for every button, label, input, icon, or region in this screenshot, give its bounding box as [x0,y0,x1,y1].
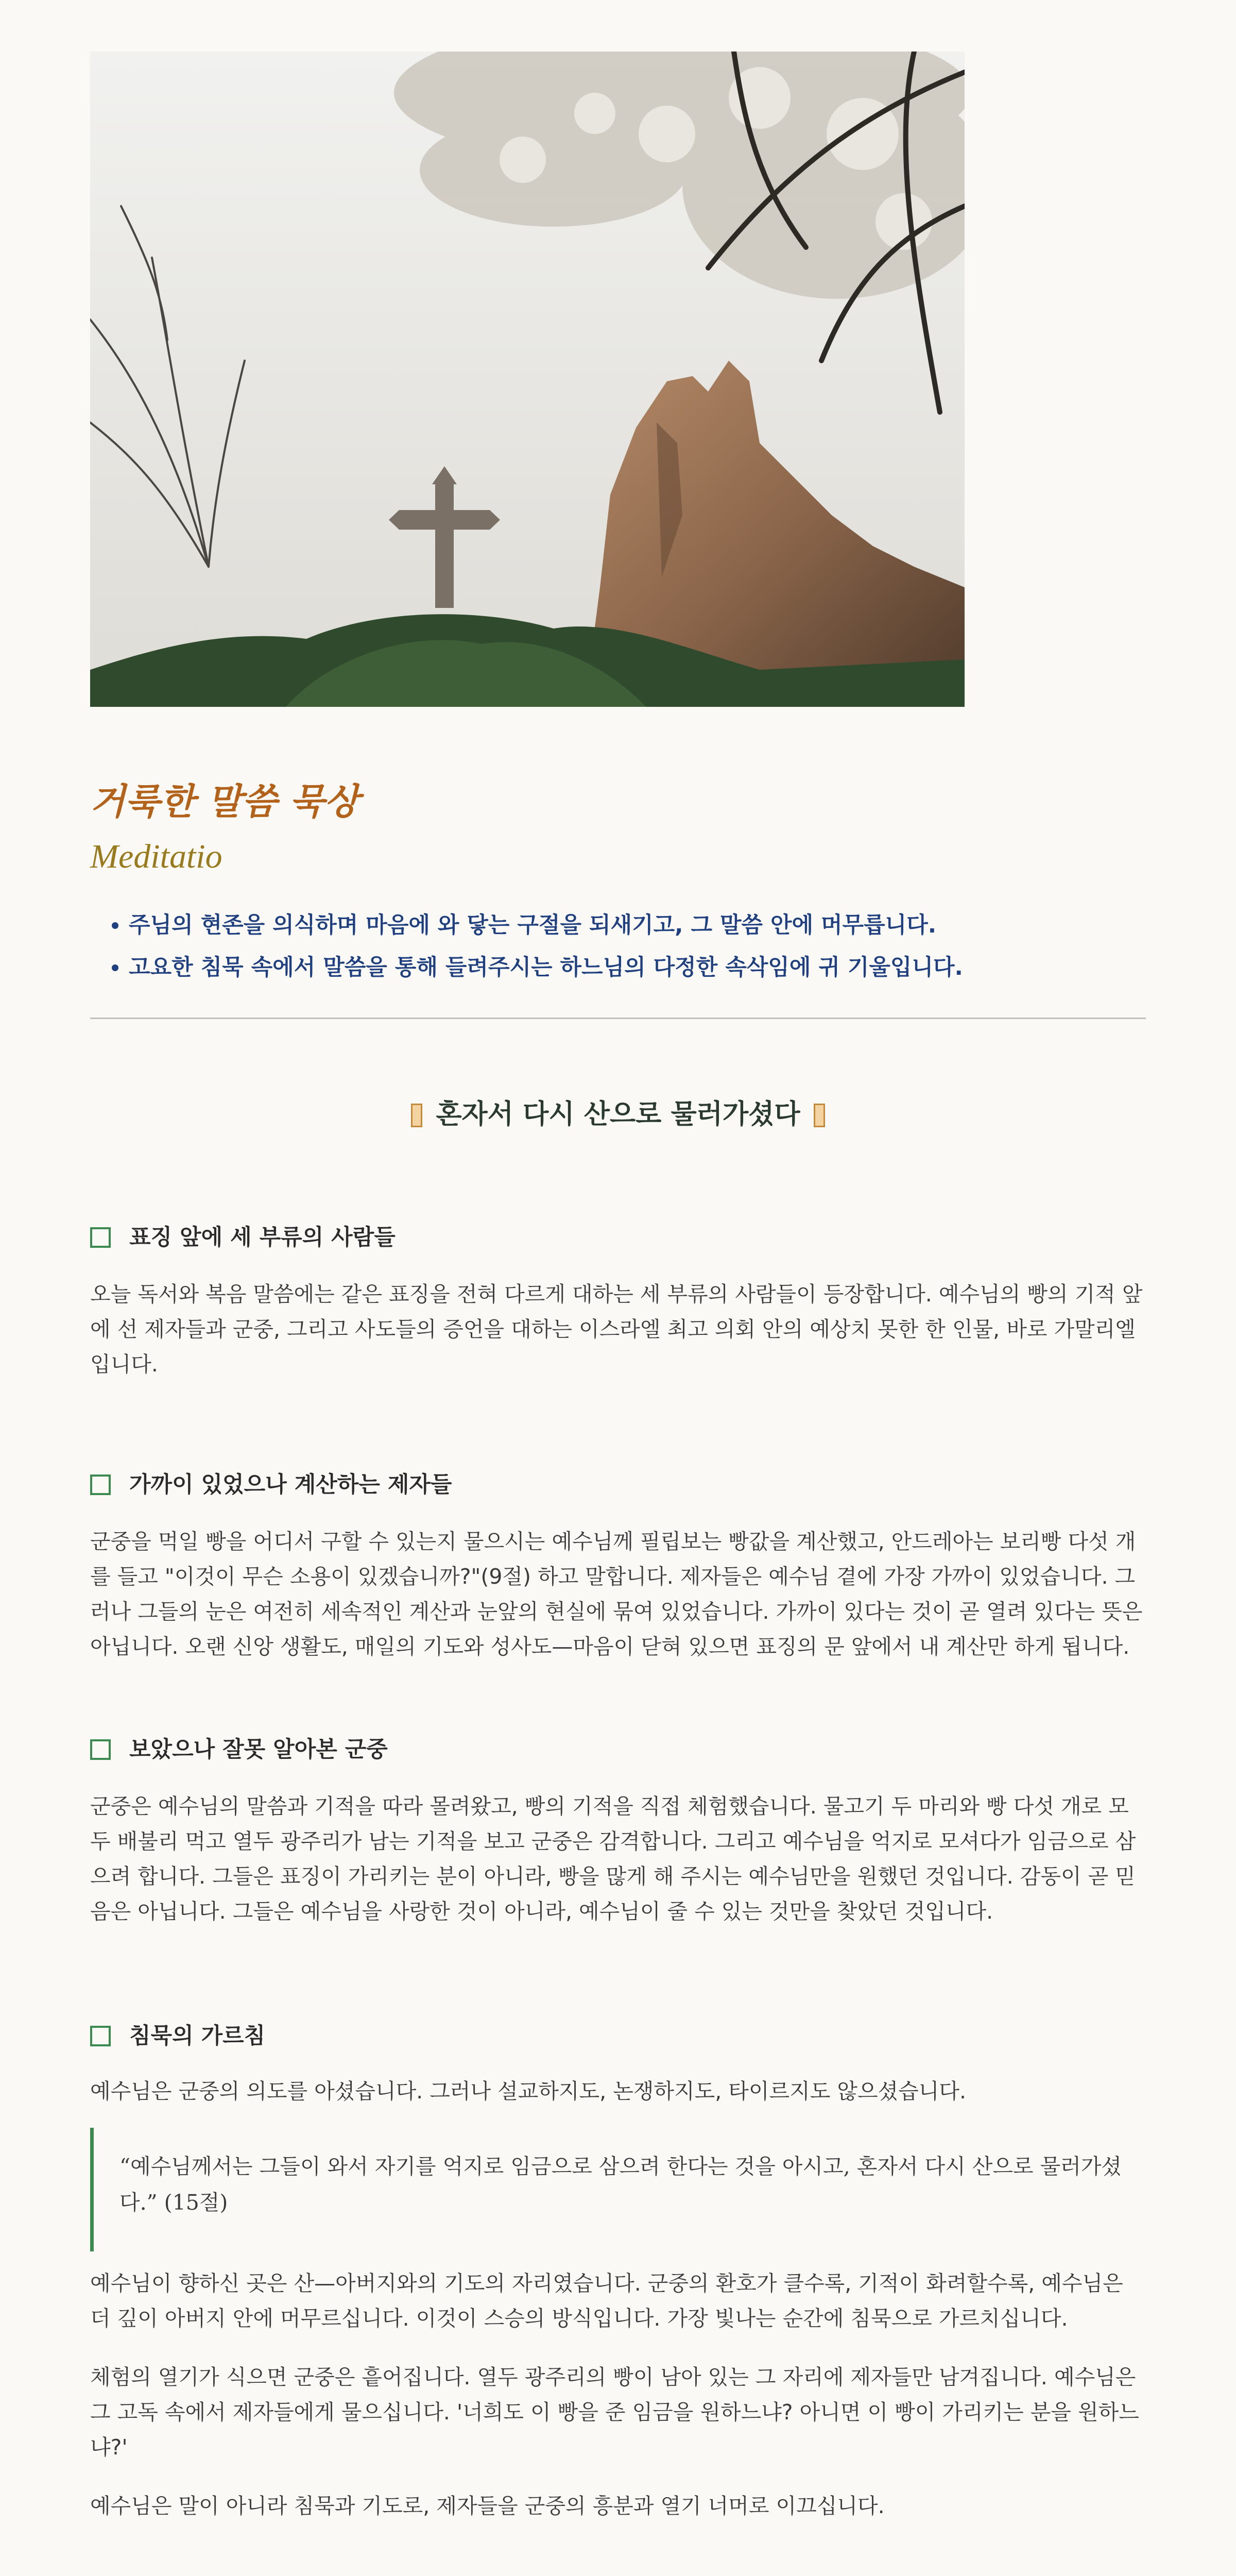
hero-photo [90,52,965,707]
intro-subtitle: Meditatio [90,838,222,875]
checkbox-icon [90,1227,111,1248]
intro-bullet: • 고요한 침묵 속에서 말씀을 통해 들려주시는 하느님의 다정한 속삭임에 귀 기울입니다. [129,946,1146,989]
divider [90,1018,1146,1019]
paragraph: 체험의 열기가 식으면 군중은 흩어집니다. 열두 광주리의 빵이 남아 있는 그 자리에 제자들만 남겨집니다. 예수님은 그 고독 속에서 제자들에게 물으십니다. '너희도 이 빵을 준 임금을 원하느냐? 아니면 이 빵이 가리키는 분을 원하느냐?' [90,2365,1139,2460]
paragraph: 오늘 독서와 복음 말씀에는 같은 표징을 전혀 다르게 대하는 세 부류의 사람들이 등장합니다. 예수님의 빵의 기적 앞에 선 제자들과 군중, 그리고 사도들의 증언을 대하는 이스라엘 최고 의회 안의 예상치 못한 한 인물, 바로 가말리엘입니다. [90,1282,1143,1377]
intro-bullet: • 주님의 현존을 의식하며 마음에 와 닿는 구절을 되새기고, 그 말씀 안에 머무릅니다. [129,904,1146,946]
paragraph: 군중은 예수님의 말씀과 기적을 따라 몰려왔고, 빵의 기적을 직접 체험했습니다. 물고기 두 마리와 빵 다섯 개로 모두 배불리 먹고 열두 광주리가 남는 기적을 보고 군중은 감격합니다. 그리고 예수님을 억지로 모셔다가 임금으로 삼으려 합니다. 그들은 표징이 가리키는 분이 아니라, 빵을 많게 해 주시는 예수님만을 원했던 것입니다. 감동이 곧 믿음은 아닙니다. 그들은 예수님을 사랑한 것이 아니라, 예수님이 줄 수 있는 것만을 찾았던 것입니다. [90,1794,1136,1924]
section-title-text: 혼자서 다시 산으로 물러가셨다 [436,1099,800,1130]
subsection-heading-text: 보았으나 잘못 알아본 군중 [129,1737,388,1762]
ornament-icon [814,1104,825,1127]
subsection-heading-text: 표징 앞에 세 부류의 사람들 [129,1225,396,1250]
subsection-heading [90,1220,396,1251]
paragraph: 예수님은 군중의 의도를 아셨습니다. 그러나 설교하지도, 논쟁하지도, 타이르지도 않으셨습니다. [90,2079,967,2104]
ornament-icon [411,1104,422,1127]
subsection-heading [90,1732,388,1764]
paragraph: 예수님은 말이 아니라 침묵과 기도로, 제자들을 군중의 흥분과 열기 너머로 이끄십니다. [90,2494,885,2518]
scripture-quote: “예수님께서는 그들이 와서 자기를 억지로 임금으로 삼으려 한다는 것을 아시고, 혼자서 다시 산으로 물러가셨다.” (15절) [90,2128,1146,2251]
subsection-heading-text: 침묵의 가르침 [129,2023,266,2049]
paragraph: 예수님이 향하신 곳은 산—아버지와의 기도의 자리였습니다. 군중의 환호가 클수록, 기적이 화려할수록, 예수님은 더 깊이 아버지 안에 머무르십니다. 이것이 스승의 방식입니다. 가장 빛나는 순간에 침묵으로 가르치십니다. [90,2271,1123,2331]
checkbox-icon [90,2026,111,2046]
hero-image [90,52,965,707]
intro-title: 거룩한 말씀 묵상 [90,781,359,823]
subsection-heading [90,2019,265,2050]
subsection-heading [90,1467,452,1499]
paragraph: 군중을 먹일 빵을 어디서 구할 수 있는지 물으시는 예수님께 필립보는 빵값을 계산했고, 안드레아는 보리빵 다섯 개를 들고 "이것이 무슨 소용이 있겠습니까?"(9절) 하고 말합니다. 제자들은 예수님 곁에 가장 가까이 있었습니다. 그러나 그들의 눈은 여전히 세속적인 계산과 눈앞의 현실에 묶여 있었습니다. 가까이 있다는 것이 곧 열려 있다는 뜻은 아닙니다. 오랜 신앙 생활도, 매일의 기도와 성사도—마음이 닫혀 있으면 표징의 문 앞에서 내 계산만 하게 됩니다. [90,1529,1143,1659]
checkbox-icon [90,1739,111,1760]
intro-bullet-list [90,904,1146,989]
section-title [90,1092,1146,1131]
checkbox-icon [90,1475,111,1495]
subsection-heading-text: 가까이 있었으나 계산하는 제자들 [129,1472,452,1498]
